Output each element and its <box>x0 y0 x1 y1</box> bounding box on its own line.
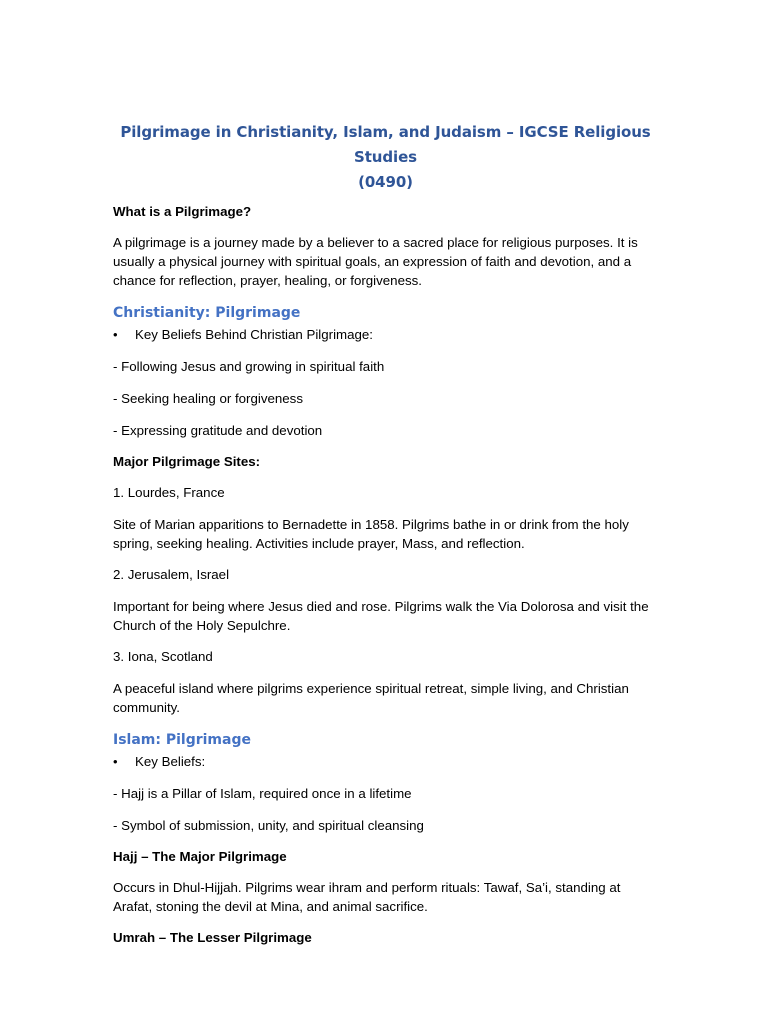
islam-belief: - Symbol of submission, unity, and spiritual cleansing <box>113 818 424 833</box>
title-line-2: (0490) <box>358 173 413 191</box>
islam-bullet-text: Key Beliefs: <box>135 754 206 769</box>
what-body: A pilgrimage is a journey made by a believer to a sacred place for religious purposes. It is usually a physical journey with spiritual goals, an expression of faith and devotion, and a chance for reflection, prayer, healing, or forgiveness. <box>113 235 638 288</box>
sites-heading: Major Pilgrimage Sites: <box>113 454 261 469</box>
site-desc-jerusalem: Important for being where Jesus died and rose. Pilgrims walk the Via Dolorosa and visit the Church of the Holy Sepulchre. <box>113 599 649 633</box>
christianity-belief: - Seeking healing or forgiveness <box>113 391 303 406</box>
document-page <box>113 120 658 947</box>
umrah-heading: Umrah – The Lesser Pilgrimage <box>113 930 312 945</box>
bullet-icon: • <box>113 754 118 769</box>
site-desc-iona: A peaceful island where pilgrims experience spiritual retreat, simple living, and Christian community. <box>113 681 629 715</box>
what-heading: What is a Pilgrimage? <box>113 204 252 219</box>
christianity-bullet-text: Key Beliefs Behind Christian Pilgrimage: <box>135 327 373 342</box>
christianity-belief: - Following Jesus and growing in spiritual faith <box>113 359 385 374</box>
title-line-1: Pilgrimage in Christianity, Islam, and Judaism – IGCSE Religious Studies <box>120 123 651 166</box>
site-name-jerusalem: 2. Jerusalem, Israel <box>113 567 230 582</box>
site-desc-lourdes: Site of Marian apparitions to Bernadette in 1858. Pilgrims bathe in or drink from the holy spring, seeking healing. Activities include prayer, Mass, and reflection. <box>113 517 629 551</box>
islam-heading: Islam: Pilgrimage <box>113 732 251 748</box>
christianity-heading: Christianity: Pilgrimage <box>113 305 301 321</box>
hajj-heading: Hajj – The Major Pilgrimage <box>113 849 287 864</box>
hajj-desc: Occurs in Dhul-Hijjah. Pilgrims wear ihram and perform rituals: Tawaf, Sa’i, standing at Arafat, stoning the devil at Mina, and animal sacrifice. <box>113 880 621 914</box>
christianity-belief: - Expressing gratitude and devotion <box>113 423 323 438</box>
islam-belief: - Hajj is a Pillar of Islam, required once in a lifetime <box>113 786 412 801</box>
document-title <box>113 120 658 195</box>
christianity-bullet <box>113 325 658 344</box>
bullet-icon: • <box>113 327 118 342</box>
islam-bullet <box>113 752 658 771</box>
site-name-lourdes: 1. Lourdes, France <box>113 485 225 500</box>
site-name-iona: 3. Iona, Scotland <box>113 649 213 664</box>
